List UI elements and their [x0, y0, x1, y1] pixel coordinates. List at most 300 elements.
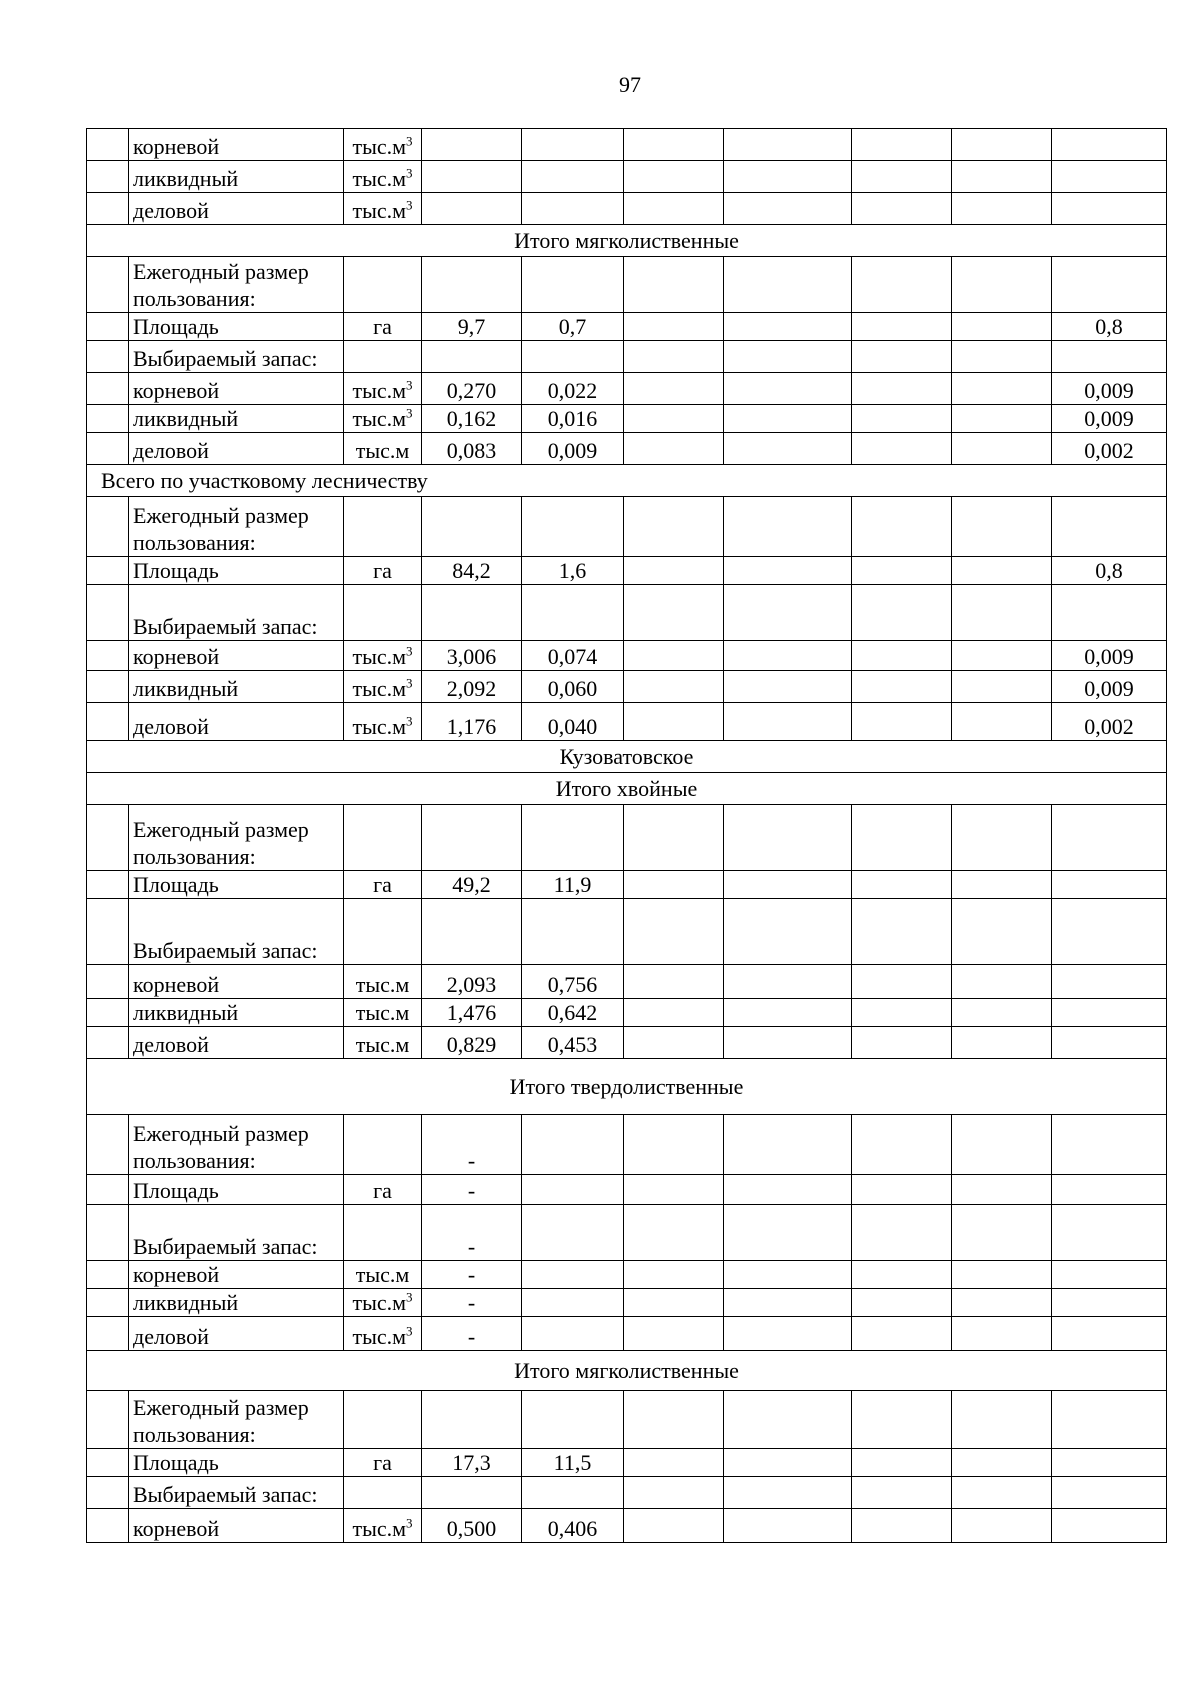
table-row	[87, 641, 1167, 671]
value-col-7	[1052, 1391, 1167, 1449]
value-col-2	[522, 1289, 624, 1317]
unit-cell	[344, 585, 422, 641]
value-col-2: 11,5	[522, 1449, 624, 1477]
value-col-6	[952, 341, 1052, 373]
value-col-3	[624, 1391, 724, 1449]
value-col-2	[522, 1115, 624, 1175]
table-row	[87, 871, 1167, 899]
index-cell	[87, 641, 129, 671]
index-cell	[87, 257, 129, 313]
value-col-3	[624, 341, 724, 373]
section-heading: Итого мягколиственные	[87, 1351, 1167, 1391]
value-col-7	[1052, 341, 1167, 373]
value-col-2: 0,756	[522, 965, 624, 999]
unit-cell: $тыс.м^3$	[344, 129, 422, 161]
value-col-1	[422, 129, 522, 161]
value-col-1	[422, 257, 522, 313]
section-row	[87, 225, 1167, 257]
table-row	[87, 1317, 1167, 1351]
table-row	[87, 193, 1167, 225]
indicator-name: ликвидный	[129, 161, 344, 193]
unit-cell: тыс.м	[344, 999, 422, 1027]
value-col-1	[422, 1391, 522, 1449]
unit-cell: $тыс.м^3$	[344, 1509, 422, 1543]
value-col-4	[724, 341, 852, 373]
value-col-4	[724, 1317, 852, 1351]
value-col-4	[724, 405, 852, 433]
value-col-7: 0,009	[1052, 671, 1167, 703]
value-col-1: 1,476	[422, 999, 522, 1027]
index-cell	[87, 129, 129, 161]
value-col-2	[522, 585, 624, 641]
value-col-1: -	[422, 1317, 522, 1351]
table-row	[87, 257, 1167, 313]
value-col-3	[624, 161, 724, 193]
value-col-3	[624, 313, 724, 341]
value-col-6	[952, 1509, 1052, 1543]
value-col-1	[422, 193, 522, 225]
section-heading: Итого твердолиственные	[87, 1059, 1167, 1115]
unit-cell: $тыс.м^3$	[344, 1317, 422, 1351]
value-col-4	[724, 497, 852, 557]
value-col-6	[952, 405, 1052, 433]
value-col-7	[1052, 129, 1167, 161]
section-row	[87, 741, 1167, 773]
value-col-3	[624, 1027, 724, 1059]
value-col-2: 0,022	[522, 373, 624, 405]
value-col-6	[952, 1205, 1052, 1261]
value-col-7	[1052, 1261, 1167, 1289]
value-col-7: 0,8	[1052, 557, 1167, 585]
unit-cell	[344, 1115, 422, 1175]
value-col-6	[952, 965, 1052, 999]
value-col-1	[422, 805, 522, 871]
table-row	[87, 585, 1167, 641]
value-col-6	[952, 999, 1052, 1027]
value-col-5	[852, 193, 952, 225]
value-col-6	[952, 1115, 1052, 1175]
value-col-1: 3,006	[422, 641, 522, 671]
value-col-5	[852, 585, 952, 641]
value-col-7	[1052, 1509, 1167, 1543]
index-cell	[87, 1391, 129, 1449]
index-cell	[87, 965, 129, 999]
value-col-1: -	[422, 1261, 522, 1289]
value-col-6	[952, 1317, 1052, 1351]
value-col-6	[952, 129, 1052, 161]
value-col-7	[1052, 1477, 1167, 1509]
index-cell	[87, 1115, 129, 1175]
value-col-2	[522, 341, 624, 373]
value-col-6	[952, 805, 1052, 871]
index-cell	[87, 1509, 129, 1543]
value-col-3	[624, 557, 724, 585]
value-col-5	[852, 805, 952, 871]
table-row	[87, 999, 1167, 1027]
value-col-6	[952, 1449, 1052, 1477]
value-col-7: 0,002	[1052, 703, 1167, 741]
indicator-name: Площадь	[129, 1449, 344, 1477]
section-row	[87, 1351, 1167, 1391]
value-col-3	[624, 257, 724, 313]
value-col-4	[724, 1175, 852, 1205]
value-col-6	[952, 1289, 1052, 1317]
value-col-3	[624, 641, 724, 671]
value-col-4	[724, 373, 852, 405]
value-col-1: -	[422, 1115, 522, 1175]
value-col-1: 2,093	[422, 965, 522, 999]
index-cell	[87, 871, 129, 899]
value-col-2	[522, 1477, 624, 1509]
value-col-1: 49,2	[422, 871, 522, 899]
value-col-1: 17,3	[422, 1449, 522, 1477]
value-col-2	[522, 1317, 624, 1351]
value-col-5	[852, 703, 952, 741]
value-col-2: 0,060	[522, 671, 624, 703]
unit-cell: $тыс.м^3$	[344, 641, 422, 671]
value-col-6	[952, 497, 1052, 557]
value-col-3	[624, 871, 724, 899]
value-col-6	[952, 193, 1052, 225]
index-cell	[87, 899, 129, 965]
value-col-5	[852, 641, 952, 671]
value-col-6	[952, 1027, 1052, 1059]
unit-cell: га	[344, 557, 422, 585]
value-col-3	[624, 671, 724, 703]
index-cell	[87, 557, 129, 585]
indicator-name: корневой	[129, 373, 344, 405]
value-col-5	[852, 433, 952, 465]
value-col-3	[624, 1175, 724, 1205]
value-col-4	[724, 257, 852, 313]
value-col-7	[1052, 1449, 1167, 1477]
value-col-3	[624, 999, 724, 1027]
unit-cell: тыс.м	[344, 965, 422, 999]
index-cell	[87, 1175, 129, 1205]
index-cell	[87, 405, 129, 433]
value-col-7	[1052, 1115, 1167, 1175]
value-col-5	[852, 497, 952, 557]
value-col-3	[624, 1317, 724, 1351]
unit-cell: га	[344, 1449, 422, 1477]
table-row	[87, 1477, 1167, 1509]
value-col-5	[852, 871, 952, 899]
value-col-3	[624, 703, 724, 741]
value-col-3	[624, 585, 724, 641]
value-col-6	[952, 557, 1052, 585]
value-col-4	[724, 871, 852, 899]
unit-cell	[344, 257, 422, 313]
value-col-5	[852, 1391, 952, 1449]
value-col-2	[522, 1175, 624, 1205]
section-heading: Итого хвойные	[87, 773, 1167, 805]
value-col-1	[422, 899, 522, 965]
value-col-7	[1052, 1289, 1167, 1317]
value-col-6	[952, 1175, 1052, 1205]
index-cell	[87, 341, 129, 373]
page-number: 97	[619, 72, 641, 97]
value-col-6	[952, 313, 1052, 341]
indicator-name: Ежегодный размер пользования:	[129, 257, 344, 313]
value-col-2: 1,6	[522, 557, 624, 585]
value-col-5	[852, 313, 952, 341]
value-col-5	[852, 1289, 952, 1317]
value-col-4	[724, 641, 852, 671]
indicator-name: корневой	[129, 641, 344, 671]
table-row	[87, 1391, 1167, 1449]
index-cell	[87, 671, 129, 703]
value-col-4	[724, 805, 852, 871]
unit-cell	[344, 899, 422, 965]
value-col-5	[852, 373, 952, 405]
table-row	[87, 161, 1167, 193]
table-row	[87, 373, 1167, 405]
indicator-name: корневой	[129, 1261, 344, 1289]
value-col-5	[852, 557, 952, 585]
value-col-2	[522, 129, 624, 161]
unit-cell: $тыс.м^3$	[344, 161, 422, 193]
index-cell	[87, 1027, 129, 1059]
index-cell	[87, 161, 129, 193]
indicator-name: Выбираемый запас:	[129, 899, 344, 965]
section-heading: Кузоватовское	[87, 741, 1167, 773]
value-col-1: 9,7	[422, 313, 522, 341]
index-cell	[87, 1205, 129, 1261]
value-col-6	[952, 257, 1052, 313]
value-col-2: 0,074	[522, 641, 624, 671]
forest-use-table	[86, 128, 1167, 1543]
index-cell	[87, 585, 129, 641]
indicator-name: корневой	[129, 1509, 344, 1543]
unit-cell	[344, 497, 422, 557]
indicator-name: корневой	[129, 129, 344, 161]
value-col-2	[522, 193, 624, 225]
table-row	[87, 1205, 1167, 1261]
value-col-1: 0,083	[422, 433, 522, 465]
unit-cell: тыс.м	[344, 1027, 422, 1059]
table-row	[87, 899, 1167, 965]
value-col-5	[852, 1115, 952, 1175]
value-col-5	[852, 999, 952, 1027]
table-row	[87, 1261, 1167, 1289]
table-row	[87, 805, 1167, 871]
value-col-3	[624, 497, 724, 557]
indicator-name: Ежегодный размер пользования:	[129, 1115, 344, 1175]
value-col-4	[724, 1205, 852, 1261]
value-col-2	[522, 497, 624, 557]
value-col-7	[1052, 899, 1167, 965]
value-col-6	[952, 585, 1052, 641]
unit-cell: га	[344, 313, 422, 341]
value-col-3	[624, 899, 724, 965]
value-col-5	[852, 1205, 952, 1261]
value-col-4	[724, 161, 852, 193]
unit-cell: $тыс.м^3$	[344, 671, 422, 703]
unit-cell: тыс.м	[344, 433, 422, 465]
value-col-1	[422, 161, 522, 193]
unit-cell: $тыс.м^3$	[344, 373, 422, 405]
value-col-7	[1052, 257, 1167, 313]
value-col-1: 0,270	[422, 373, 522, 405]
value-col-1: -	[422, 1205, 522, 1261]
index-cell	[87, 373, 129, 405]
value-col-4	[724, 1449, 852, 1477]
value-col-5	[852, 1027, 952, 1059]
value-col-7	[1052, 871, 1167, 899]
unit-cell: га	[344, 871, 422, 899]
value-col-6	[952, 703, 1052, 741]
index-cell	[87, 999, 129, 1027]
indicator-name: Площадь	[129, 1175, 344, 1205]
value-col-7: 0,009	[1052, 641, 1167, 671]
value-col-3	[624, 1449, 724, 1477]
value-col-4	[724, 313, 852, 341]
indicator-name: ликвидный	[129, 1289, 344, 1317]
value-col-7	[1052, 161, 1167, 193]
table-row	[87, 1289, 1167, 1317]
table-row	[87, 1027, 1167, 1059]
table-row	[87, 1509, 1167, 1543]
value-col-7	[1052, 193, 1167, 225]
value-col-7	[1052, 1175, 1167, 1205]
value-col-4	[724, 1027, 852, 1059]
table-row	[87, 1175, 1167, 1205]
value-col-7	[1052, 585, 1167, 641]
index-cell	[87, 497, 129, 557]
index-cell	[87, 1317, 129, 1351]
value-col-4	[724, 193, 852, 225]
indicator-name: Выбираемый запас:	[129, 585, 344, 641]
value-col-1: 2,092	[422, 671, 522, 703]
value-col-5	[852, 1449, 952, 1477]
value-col-7: 0,009	[1052, 373, 1167, 405]
indicator-name: деловой	[129, 433, 344, 465]
index-cell	[87, 193, 129, 225]
unit-cell: $тыс.м^3$	[344, 193, 422, 225]
value-col-3	[624, 1509, 724, 1543]
unit-cell	[344, 1391, 422, 1449]
value-col-6	[952, 1477, 1052, 1509]
value-col-1: 1,176	[422, 703, 522, 741]
value-col-6	[952, 871, 1052, 899]
value-col-6	[952, 1391, 1052, 1449]
table-row	[87, 1115, 1167, 1175]
value-col-3	[624, 1477, 724, 1509]
value-col-4	[724, 1477, 852, 1509]
value-col-5	[852, 341, 952, 373]
value-col-7	[1052, 497, 1167, 557]
value-col-4	[724, 1391, 852, 1449]
unit-cell: $тыс.м^3$	[344, 703, 422, 741]
index-cell	[87, 1477, 129, 1509]
value-col-1: 0,162	[422, 405, 522, 433]
value-col-4	[724, 129, 852, 161]
value-col-3	[624, 193, 724, 225]
unit-cell	[344, 805, 422, 871]
value-col-3	[624, 1205, 724, 1261]
value-col-5	[852, 1477, 952, 1509]
value-col-2	[522, 257, 624, 313]
value-col-2: 0,009	[522, 433, 624, 465]
value-col-2	[522, 899, 624, 965]
value-col-6	[952, 899, 1052, 965]
value-col-6	[952, 161, 1052, 193]
value-col-3	[624, 805, 724, 871]
indicator-name: Выбираемый запас:	[129, 341, 344, 373]
value-col-3	[624, 373, 724, 405]
unit-cell: $тыс.м^3$	[344, 1289, 422, 1317]
value-col-1	[422, 1477, 522, 1509]
value-col-7	[1052, 1317, 1167, 1351]
indicator-name: корневой	[129, 965, 344, 999]
value-col-3	[624, 405, 724, 433]
value-col-5	[852, 1317, 952, 1351]
value-col-5	[852, 1509, 952, 1543]
value-col-2	[522, 805, 624, 871]
value-col-5	[852, 1175, 952, 1205]
table-row	[87, 341, 1167, 373]
unit-cell	[344, 341, 422, 373]
index-cell	[87, 703, 129, 741]
indicator-name: Ежегодный размер пользования:	[129, 497, 344, 557]
unit-cell: $тыс.м^3$	[344, 405, 422, 433]
table-row	[87, 313, 1167, 341]
indicator-name: Площадь	[129, 871, 344, 899]
value-col-4	[724, 703, 852, 741]
value-col-4	[724, 671, 852, 703]
value-col-4	[724, 1509, 852, 1543]
value-col-7: 0,002	[1052, 433, 1167, 465]
section-heading: Итого мягколиственные	[87, 225, 1167, 257]
value-col-4	[724, 1115, 852, 1175]
value-col-5	[852, 965, 952, 999]
value-col-1: 0,500	[422, 1509, 522, 1543]
value-col-7	[1052, 999, 1167, 1027]
table-row	[87, 965, 1167, 999]
value-col-2: 0,453	[522, 1027, 624, 1059]
table-row	[87, 497, 1167, 557]
section-row	[87, 1059, 1167, 1115]
value-col-5	[852, 671, 952, 703]
value-col-7	[1052, 805, 1167, 871]
value-col-7	[1052, 1205, 1167, 1261]
value-col-2	[522, 161, 624, 193]
value-col-4	[724, 557, 852, 585]
value-col-1	[422, 585, 522, 641]
unit-cell	[344, 1205, 422, 1261]
index-cell	[87, 805, 129, 871]
index-cell	[87, 1289, 129, 1317]
value-col-2: 11,9	[522, 871, 624, 899]
indicator-name: ликвидный	[129, 405, 344, 433]
value-col-5	[852, 257, 952, 313]
value-col-4	[724, 1289, 852, 1317]
value-col-4	[724, 433, 852, 465]
value-col-6	[952, 641, 1052, 671]
value-col-2: 0,016	[522, 405, 624, 433]
value-col-6	[952, 671, 1052, 703]
value-col-2: 0,040	[522, 703, 624, 741]
value-col-3	[624, 1261, 724, 1289]
value-col-5	[852, 899, 952, 965]
value-col-1: 84,2	[422, 557, 522, 585]
value-col-3	[624, 965, 724, 999]
value-col-3	[624, 1115, 724, 1175]
value-col-3	[624, 129, 724, 161]
value-col-4	[724, 999, 852, 1027]
value-col-4	[724, 585, 852, 641]
value-col-2	[522, 1205, 624, 1261]
